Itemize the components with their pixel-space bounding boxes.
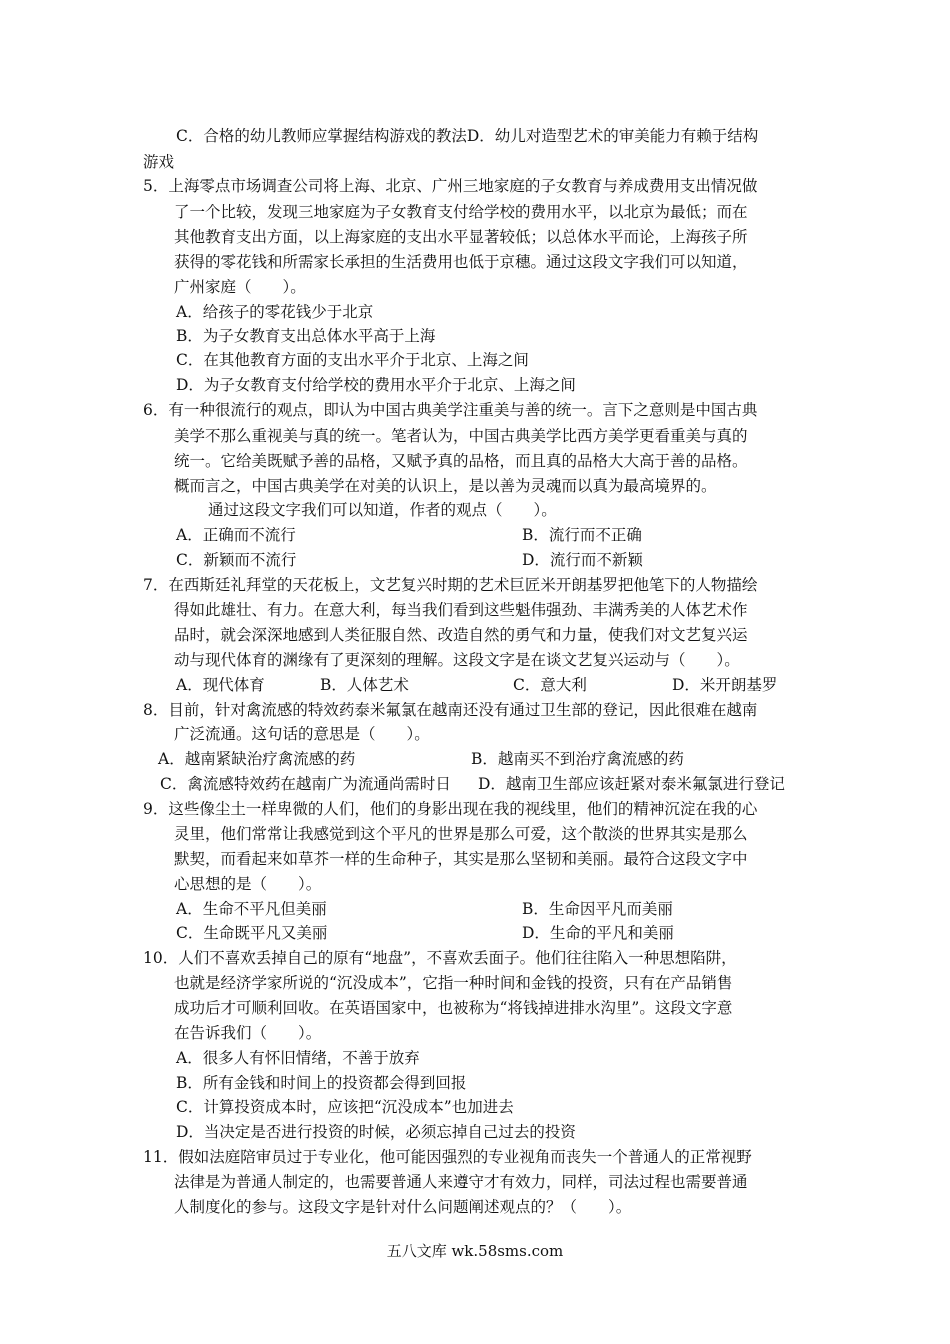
question-11-text: 法律是为普通人制定的，也需要普通人来遵守才有效力，同样，司法过程也需要普通: [174, 1173, 748, 1191]
continuation-line: C．合格的幼儿教师应掌握结构游戏的教法D．幼儿对造型艺术的审美能力有赖于结构: [176, 127, 759, 145]
question-8-option-c: C．禽流感特效药在越南广为流通尚需时日: [160, 775, 451, 793]
question-9-option-d: D．生命的平凡和美丽: [522, 924, 674, 942]
question-8-option-a: A．越南紧缺治疗禽流感的药: [158, 750, 356, 768]
question-10-text: 在告诉我们（ ）。: [174, 1024, 322, 1042]
question-6-option-c: C．新颖而不流行: [176, 551, 297, 569]
question-8-option-b: B．越南买不到治疗禽流感的药: [471, 750, 684, 768]
question-6-option-a: A．正确而不流行: [176, 526, 296, 544]
question-9-text: 9．这些像尘土一样卑微的人们，他们的身影出现在我的视线里，他们的精神沉淀在我的心: [143, 800, 758, 818]
question-5-text: 了一个比较，发现三地家庭为子女教育支付给学校的费用水平，以北京为最低；而在: [174, 203, 748, 221]
question-5-text: 5．上海零点市场调查公司将上海、北京、广州三地家庭的子女教育与养成费用支出情况做: [143, 177, 758, 195]
question-7-text: 动与现代体育的渊缘有了更深刻的理解。这段文字是在谈文艺复兴运动与（ ）。: [174, 651, 740, 669]
question-11-text: 人制度化的参与。这段文字是针对什么问题阐述观点的？（ ）。: [174, 1198, 632, 1216]
question-10-text: 也就是经济学家所说的“沉没成本”，它指一种时间和金钱的投资，只有在产品销售: [174, 974, 733, 992]
question-7-option-d: D．米开朗基罗: [672, 676, 778, 694]
footer-watermark: 五八文库 wk.58sms.com: [386, 1242, 564, 1260]
question-5-option-a: A．给孩子的零花钱少于北京: [176, 303, 374, 321]
question-10-option-b: B．所有金钱和时间上的投资都会得到回报: [176, 1074, 467, 1092]
question-6-text: 6．有一种很流行的观点，即认为中国古典美学注重美与善的统一。言下之意则是中国古典: [143, 401, 758, 419]
question-5-text: 获得的零花钱和所需家长承担的生活费用也低于京穗。通过这段文字我们可以知道，: [174, 253, 748, 271]
question-10-text: 10．人们不喜欢丢掉自己的原有“地盘”，不喜欢丢面子。他们往往陷入一种思想陷阱，: [143, 949, 737, 967]
question-6-text: 统一。它给美既赋予善的品格，又赋予真的品格，而且真的品格大大高于善的品格。: [174, 452, 748, 470]
question-10-text: 成功后才可顺利回收。在英语国家中，也被称为“将钱掉进排水沟里”。这段文字意: [174, 999, 733, 1017]
question-10-option-c: C．计算投资成本时，应该把“沉没成本”也加进去: [176, 1098, 514, 1116]
question-10-option-d: D．当决定是否进行投资的时候，必须忘掉自己过去的投资: [176, 1123, 576, 1141]
question-6-option-d: D．流行而不新颖: [522, 551, 643, 569]
question-10-option-a: A．很多人有怀旧情绪，不善于放弃: [176, 1049, 420, 1067]
question-9-option-c: C．生命既平凡又美丽: [176, 924, 328, 942]
question-5-option-c: C．在其他教育方面的支出水平介于北京、上海之间: [176, 351, 529, 369]
question-6-text: 美学不那么重视美与真的统一。笔者认为，中国古典美学比西方美学更看重美与真的: [174, 427, 748, 445]
question-9-option-a: A．生命不平凡但美丽: [176, 900, 327, 918]
question-8-text: 8．目前，针对禽流感的特效药泰米氟氯在越南还没有通过卫生部的登记，因此很难在越南: [143, 701, 758, 719]
question-7-text: 品时，就会深深地感到人类征服自然、改造自然的勇气和力量，使我们对文艺复兴运: [174, 626, 748, 644]
question-5-text: 其他教育支出方面，以上海家庭的支出水平显著较低；以总体水平而论，上海孩子所: [174, 228, 748, 246]
question-9-text: 心思想的是（ ）。: [174, 875, 322, 893]
question-9-text: 默契，而看起来如草芥一样的生命种子，其实是那么坚韧和美丽。最符合这段文字中: [174, 850, 748, 868]
question-7-option-b: B．人体艺术: [320, 676, 409, 694]
question-9-text: 灵里，他们常常让我感觉到这个平凡的世界是那么可爱，这个散淡的世界其实是那么: [174, 825, 748, 843]
question-7-option-a: A．现代体育: [176, 676, 265, 694]
question-11-text: 11．假如法庭陪审员过于专业化，他可能因强烈的专业视角而丧失一个普通人的正常视野: [143, 1148, 752, 1166]
continuation-line: 游戏: [143, 153, 175, 171]
question-7-text: 7．在西斯廷礼拜堂的天花板上，文艺复兴时期的艺术巨匠米开朗基罗把他笔下的人物描绘: [143, 576, 758, 594]
question-5-option-b: B．为子女教育支出总体水平高于上海: [176, 327, 436, 345]
question-8-option-d: D．越南卫生部应该赶紧对泰米氟氯进行登记: [478, 775, 785, 793]
question-7-text: 得如此雄壮、有力。在意大利，每当我们看到这些魁伟强劲、丰满秀美的人体艺术作: [174, 601, 748, 619]
question-6-option-b: B．流行而不正确: [522, 526, 642, 544]
question-5-text: 广州家庭（ ）。: [174, 278, 306, 296]
question-5-option-d: D．为子女教育支付给学校的费用水平介于北京、上海之间: [176, 376, 576, 394]
question-7-option-c: C．意大利: [513, 676, 587, 694]
question-9-option-b: B．生命因平凡而美丽: [522, 900, 673, 918]
question-8-text: 广泛流通。这句话的意思是（ ）。: [174, 725, 430, 743]
question-6-text: 通过这段文字我们可以知道，作者的观点（ ）。: [208, 501, 557, 519]
question-6-text: 概而言之，中国古典美学在对美的认识上，是以善为灵魂而以真为最高境界的。: [174, 477, 717, 495]
